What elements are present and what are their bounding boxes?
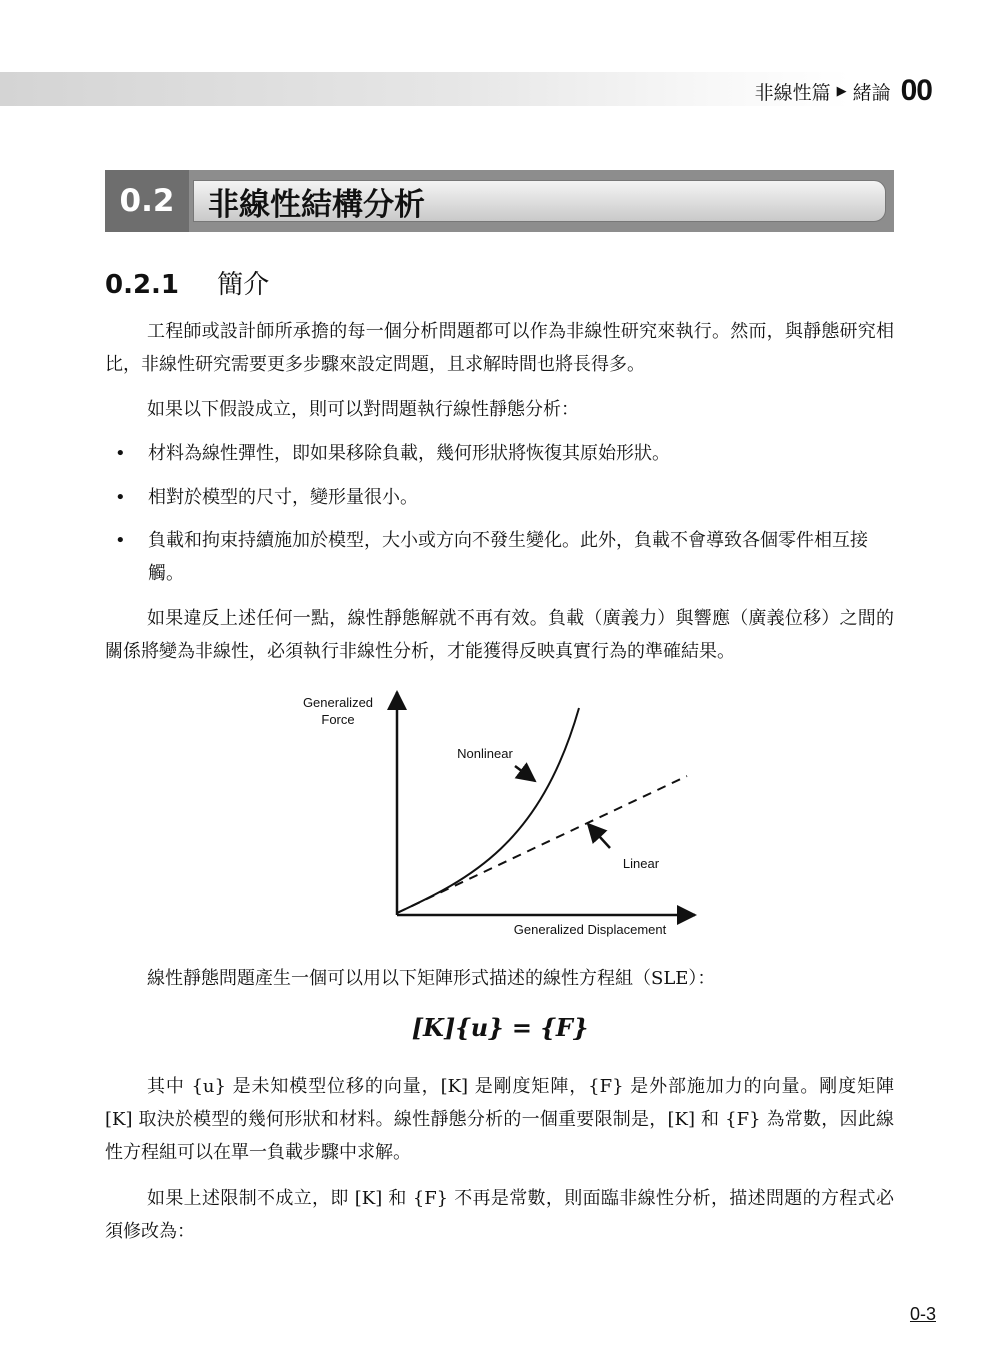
linear-label: Linear	[622, 856, 660, 871]
paragraph-intro: 工程師或設計師所承擔的每一個分析問題都可以作為非線性研究來執行。然而，與靜態研究相比，非線性研究需要更多步驟來設定問題，且求解時間也將長得多。	[105, 321, 894, 375]
paragraph-definitions: 其中 {u} 是未知模型位移的向量，[K] 是剛度矩陣，{F} 是外部施加力的向量。剛度矩陣 [K] 取決於模型的幾何形狀和材料。線性靜態分析的一個重要限制是，[K] 和 {F} 為常數，因此線性方程組可以在單一負載步驟中求解。	[105, 1076, 894, 1163]
x-axis-label: Generalized Displacement	[513, 922, 667, 937]
bullet-icon: •	[115, 487, 126, 508]
list-item	[115, 481, 894, 514]
subsection-title: 簡介	[217, 270, 270, 300]
nonlinear-curve	[397, 708, 579, 913]
nonlinear-pointer	[515, 766, 535, 781]
nonlinear-label: Nonlinear	[457, 746, 513, 761]
force-displacement-figure	[290, 684, 710, 944]
paragraph-violation: 如果違反上述任何一點，線性靜態解就不再有效。負載（廣義力）與響應（廣義位移）之間的關係將變為非線性，必須執行非線性分析，才能獲得反映真實行為的準確結果。	[105, 608, 894, 662]
part-name: 非線性篇	[754, 81, 831, 104]
page-number: 0-3	[909, 1304, 936, 1324]
subsection-heading	[105, 264, 269, 301]
subsection-number: 0.2.1	[105, 270, 180, 300]
bullet-icon: •	[115, 443, 126, 464]
list-item-text: 相對於模型的尺寸，變形量很小。	[148, 487, 418, 508]
paragraph-nonlinear: 如果上述限制不成立，即 [K] 和 {F} 不再是常數，則面臨非線性分析，描述問題的方程式必須修改為：	[105, 1188, 894, 1242]
section-title: 非線性結構分析	[193, 180, 886, 222]
y-axis-label-line2: Force	[321, 712, 355, 727]
chapter-number: 00	[900, 74, 932, 107]
bullet-icon: •	[115, 530, 126, 551]
y-axis-label-line1: Generalized	[302, 695, 374, 710]
linear-pointer	[588, 824, 610, 848]
arrow-icon: ▶	[836, 83, 847, 99]
chapter-name: 緒論	[852, 81, 891, 104]
list-item-text: 材料為線性彈性，即如果移除負載，幾何形狀將恢復其原始形狀。	[148, 443, 670, 464]
list-item	[115, 437, 894, 470]
section-number: 0.2	[105, 170, 189, 232]
equation: [K]{u} = {F}	[411, 1013, 589, 1042]
paragraph-sle: 線性靜態問題產生一個可以用以下矩陣形式描述的線性方程組（SLE）：	[147, 968, 716, 989]
paragraph-assumptions: 如果以下假設成立，則可以對問題執行線性靜態分析：	[147, 399, 579, 420]
list-item	[115, 524, 894, 590]
list-item-text: 負載和拘束持續施加於模型，大小或方向不發生變化。此外，負載不會導致各個零件相互接觸。	[148, 530, 868, 584]
running-header	[755, 76, 932, 106]
